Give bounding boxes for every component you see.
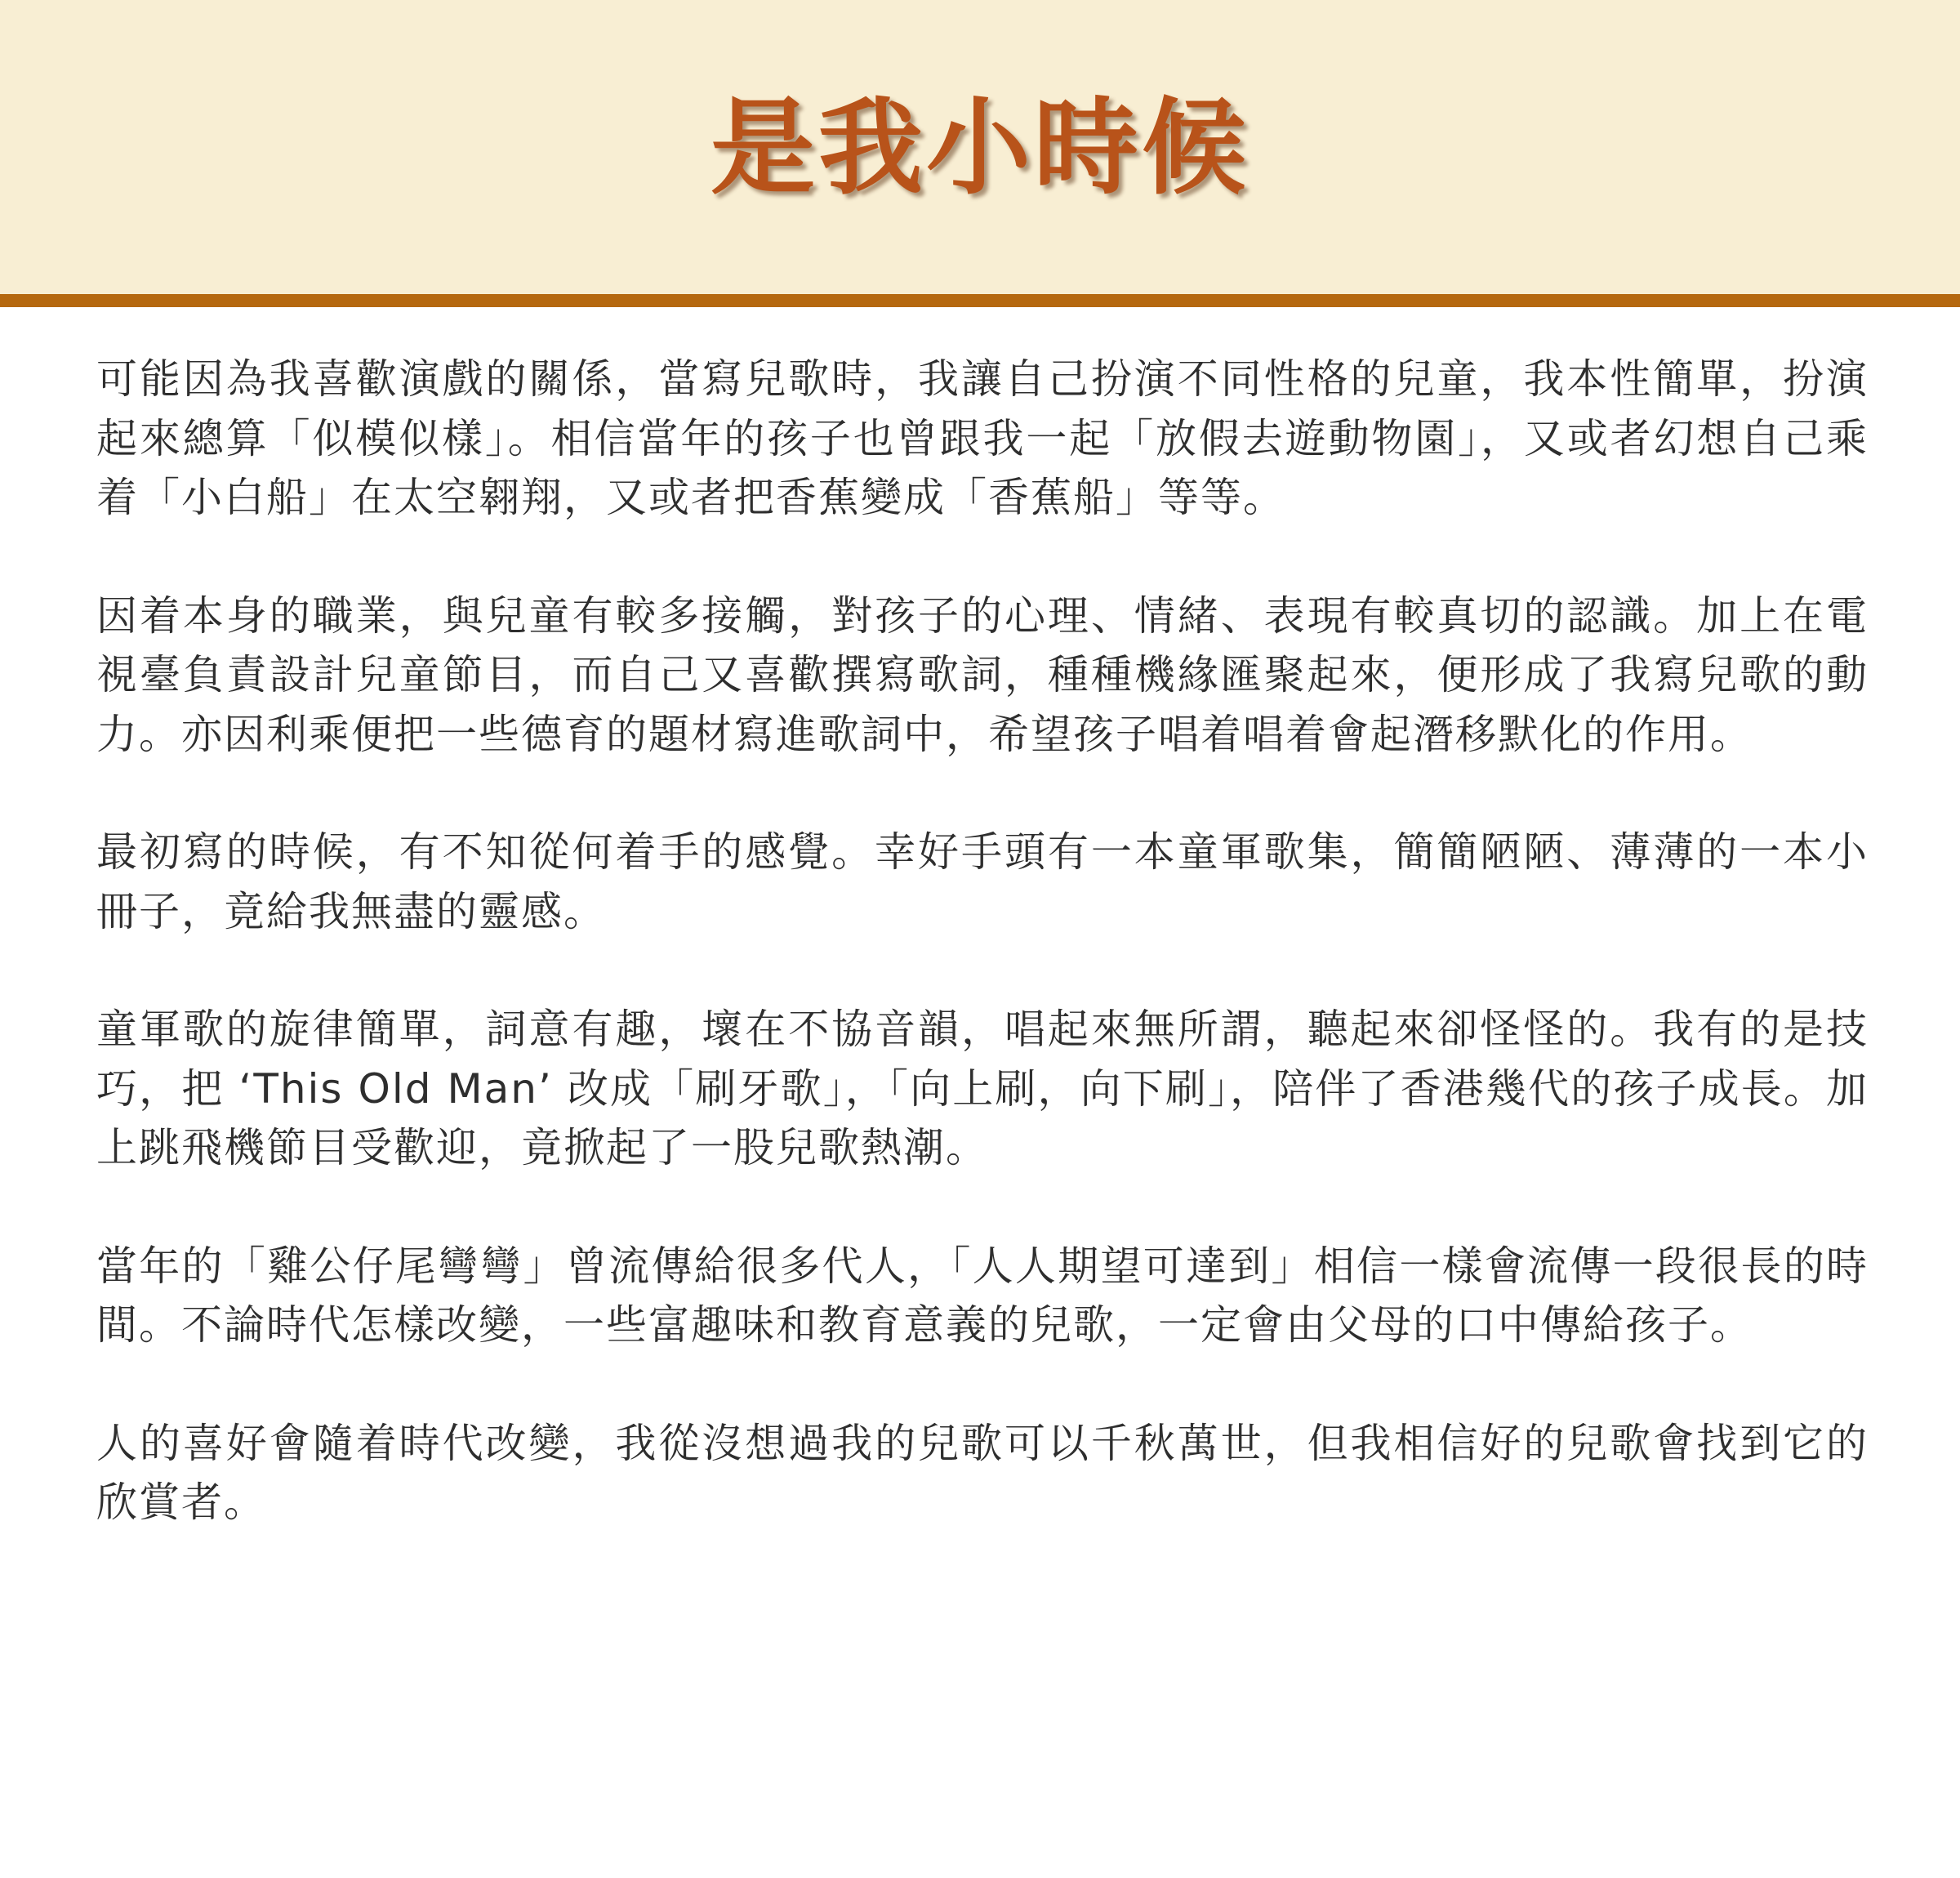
paragraph-2: 因着本身的職業，與兒童有較多接觸，對孩子的心理、情緒、表現有較真切的認識。加上在電視臺負責設計兒童節目，而自己又喜歡撰寫歌詞，種種機緣匯聚起來，便形成了我寫兒歌的動力。亦因利乘便把一些德育的題材寫進歌詞中，希望孩子唱着唱着會起潛移默化的作用。 xyxy=(96,591,1869,758)
article-body xyxy=(96,350,1869,1591)
paragraph-6: 人的喜好會隨着時代改變，我從沒想過我的兒歌可以千秋萬世，但我相信好的兒歌會找到它的欣賞者。 xyxy=(96,1419,1869,1526)
paragraph-3: 最初寫的時候，有不知從何着手的感覺。幸好手頭有一本童軍歌集，簡簡陋陋、薄薄的一本小冊子，竟給我無盡的靈感。 xyxy=(96,828,1869,935)
page-title: 是我小時候 xyxy=(710,87,1250,209)
paragraph-4: 童軍歌的旋律簡單，詞意有趣，壞在不協音韻，唱起來無所謂，聽起來卻怪怪的。我有的是技巧，把 ‘This Old Man’ 改成「刷牙歌」，「向上刷，向下刷」，陪伴了香港幾代的孩子成長。加上跳飛機節目受歡迎，竟掀起了一股兒歌熱潮。 xyxy=(96,1006,1869,1171)
header-divider xyxy=(0,294,1960,307)
paragraph-5: 當年的「雞公仔尾彎彎」曾流傳給很多代人，「人人期望可達到」相信一樣會流傳一段很長的時間。不論時代怎樣改變，一些富趣味和教育意義的兒歌，一定會由父母的口中傳給孩子。 xyxy=(96,1242,1869,1349)
paragraph-1: 可能因為我喜歡演戲的關係，當寫兒歌時，我讓自己扮演不同性格的兒童，我本性簡單，扮演起來總算「似模似樣」。相信當年的孩子也曾跟我一起「放假去遊動物園」，又或者幻想自己乘着「小白船」在太空翱翔，又或者把香蕉變成「香蕉船」等等。 xyxy=(96,355,1869,521)
